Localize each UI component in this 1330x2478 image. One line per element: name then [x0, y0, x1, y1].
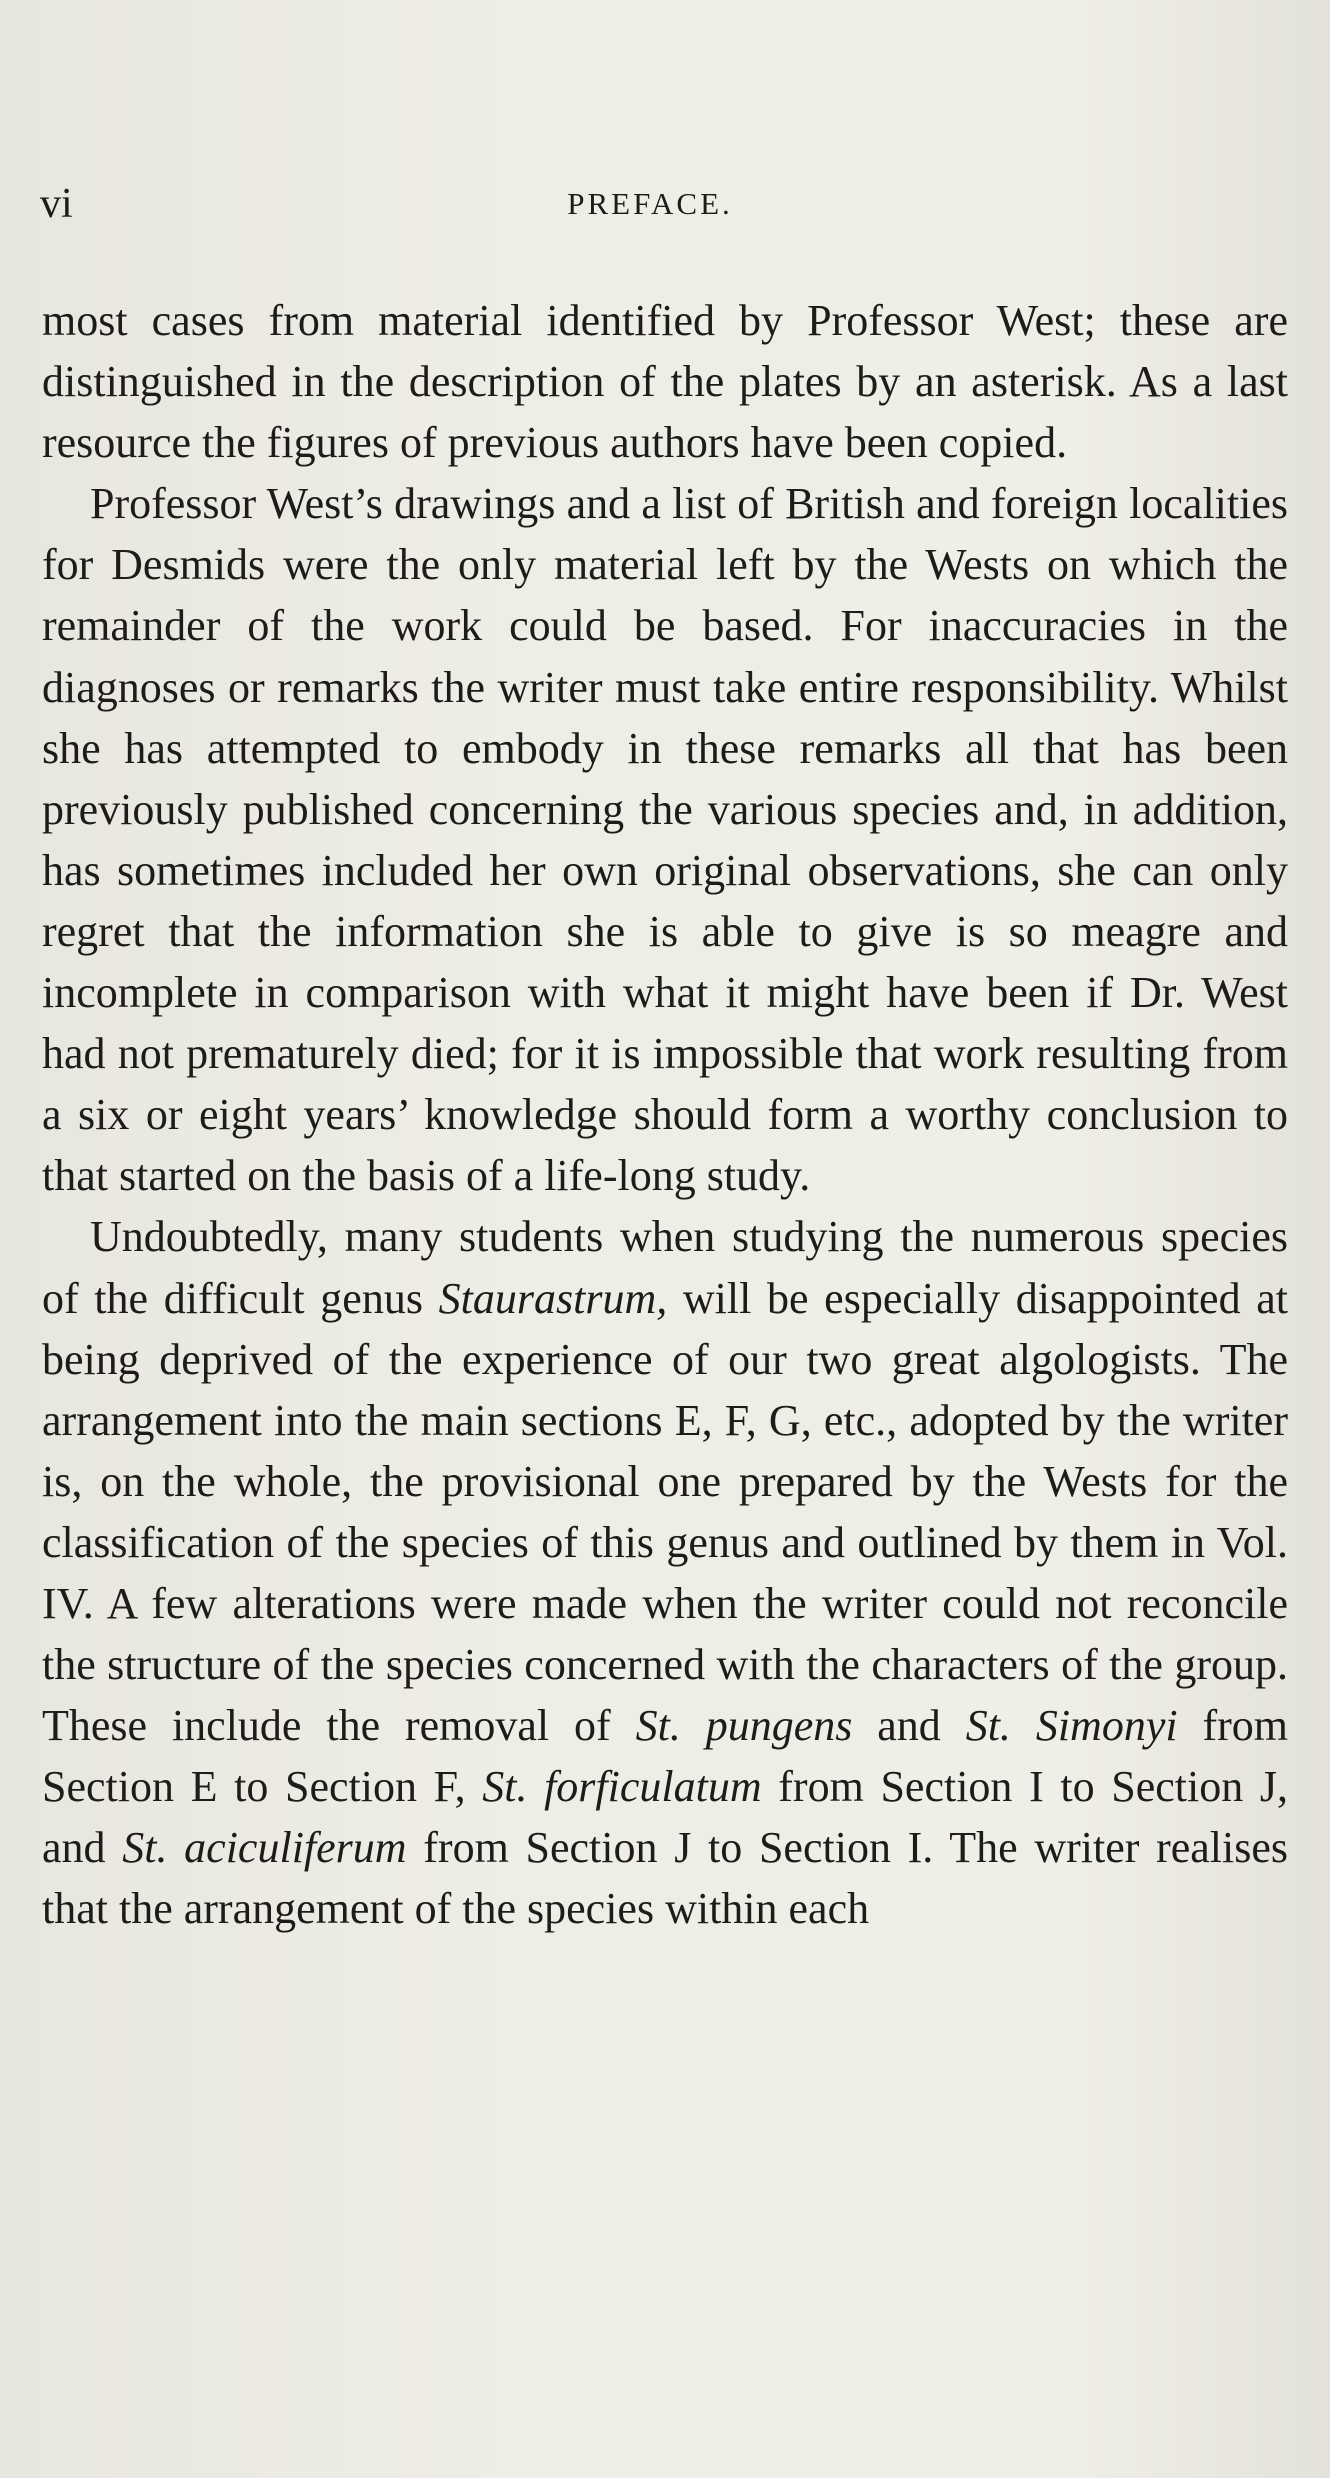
italic-species-name: St. pungens: [635, 1701, 853, 1751]
text-run: most cases from material identified by Professor West; these are distinguished in the description of the plates by an asterisk. As a last resource the figures of previous authors have been copied.: [42, 296, 1288, 468]
text-run: from Section I to Section J, and: [42, 1762, 1288, 1873]
paragraph-continuation: [42, 290, 1288, 473]
text-run: Undoubtedly, many students when studying the numerous species of the difficult genus: [42, 1212, 1288, 1323]
page-header: [30, 180, 1270, 240]
body-text: [42, 290, 1288, 1940]
paragraph-wests-drawings: [42, 473, 1288, 1206]
text-run: will be especially disappointed at being deprived of the experience of our two great algologists. The arrangement into the main sections E, F, G, etc., adopted by the writer is, on the whole, the provisional one prepared by the Wests for the classification of the species of this genus and outlined by them in Vol. IV. A few alterations were made when the writer could not reconcile the structure of the species concerned with the characters of the group. These include the removal of: [42, 1273, 1288, 1751]
italic-species-name: St. Simonyi: [965, 1701, 1178, 1751]
page-number: vi: [40, 181, 73, 227]
text-run: Professor West’s drawings and a list of British and foreign localities for Desmids were the only material left by the Wests on which the remainder of the work could be based. For inaccuracies in the diagnoses or remarks the writer must take entire responsibility. Whilst she has attempted to embody in these remarks all that has been previously published concerning the various species and, in addition, has sometimes included her own original observations, she can only regret that the information she is able to give is so meagre and incomplete in comparison with what it might have been if Dr. West had not prematurely died; for it is impossible that work resulting from a six or eight years’ knowledge should form a worthy conclusion to that started on the basis of a life-long study.: [42, 479, 1288, 1201]
running-head: PREFACE.: [567, 186, 733, 221]
italic-species-name: Staurastrum,: [438, 1273, 668, 1323]
text-run: from Section J to Section I. The writer realises that the arrangement of the species within each: [42, 1823, 1289, 1934]
text-run: and: [852, 1701, 966, 1751]
italic-species-name: St. aciculiferum: [122, 1823, 407, 1873]
paragraph-staurastrum: [42, 1206, 1288, 1939]
italic-species-name: St. forficulatum: [482, 1762, 762, 1812]
text-run: from Section E to Section F,: [42, 1701, 1288, 1812]
